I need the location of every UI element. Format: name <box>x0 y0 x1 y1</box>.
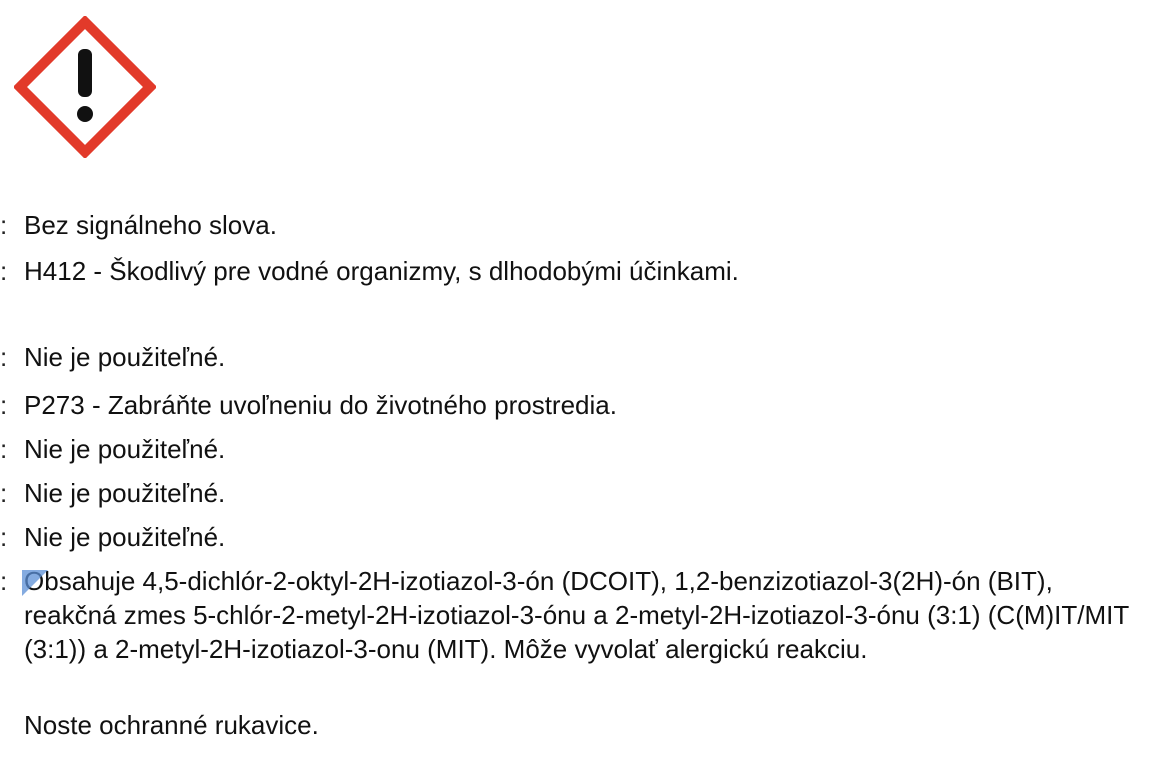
row-colon: : <box>0 390 8 420</box>
ghs-exclamation-icon <box>14 16 156 158</box>
precaution-storage-text: Nie je použiteľné. <box>24 478 226 508</box>
row-colon: : <box>0 256 8 286</box>
precaution-prevention-text: P273 - Zabráňte uvoľneniu do životného prostredia. <box>24 390 617 420</box>
gloves-statement-text: Noste ochranné rukavice. <box>24 710 319 740</box>
row-colon: : <box>0 210 8 240</box>
precaution-disposal-text: Nie je použiteľné. <box>24 522 226 552</box>
hazard-statement-text: H412 - Škodlivý pre vodné organizmy, s dlhodobými účinkami. <box>24 256 739 286</box>
row-colon: : <box>0 566 8 596</box>
precaution-general-text: Nie je použiteľné. <box>24 342 226 372</box>
row-colon: : <box>0 342 8 372</box>
paragraph-first-char: O <box>24 566 45 596</box>
signal-word-text: Bez signálneho slova. <box>24 210 277 240</box>
row-colon: : <box>0 434 8 464</box>
precaution-response-text: Nie je použiteľné. <box>24 434 226 464</box>
supplemental-info-paragraph <box>24 564 1134 666</box>
row-colon: : <box>0 522 8 552</box>
paragraph-text: bsahuje 4,5-dichlór-2-oktyl-2H-izotiazol-3-ón (DCOIT), 1,2-benzizotiazol-3(2H)-ón (BIT), reakčná zmes 5-chlór-2-metyl-2H-izotiazol-3-ónu a 2-metyl-2H-izotiazol-3-ónu (3:1) (C(M)IT/MIT (3:1)) a 2-metyl-2H-izotiazol-3-onu (MIT). Môže vyvolať alergickú reakciu. <box>24 566 1129 664</box>
row-colon: : <box>0 478 8 508</box>
